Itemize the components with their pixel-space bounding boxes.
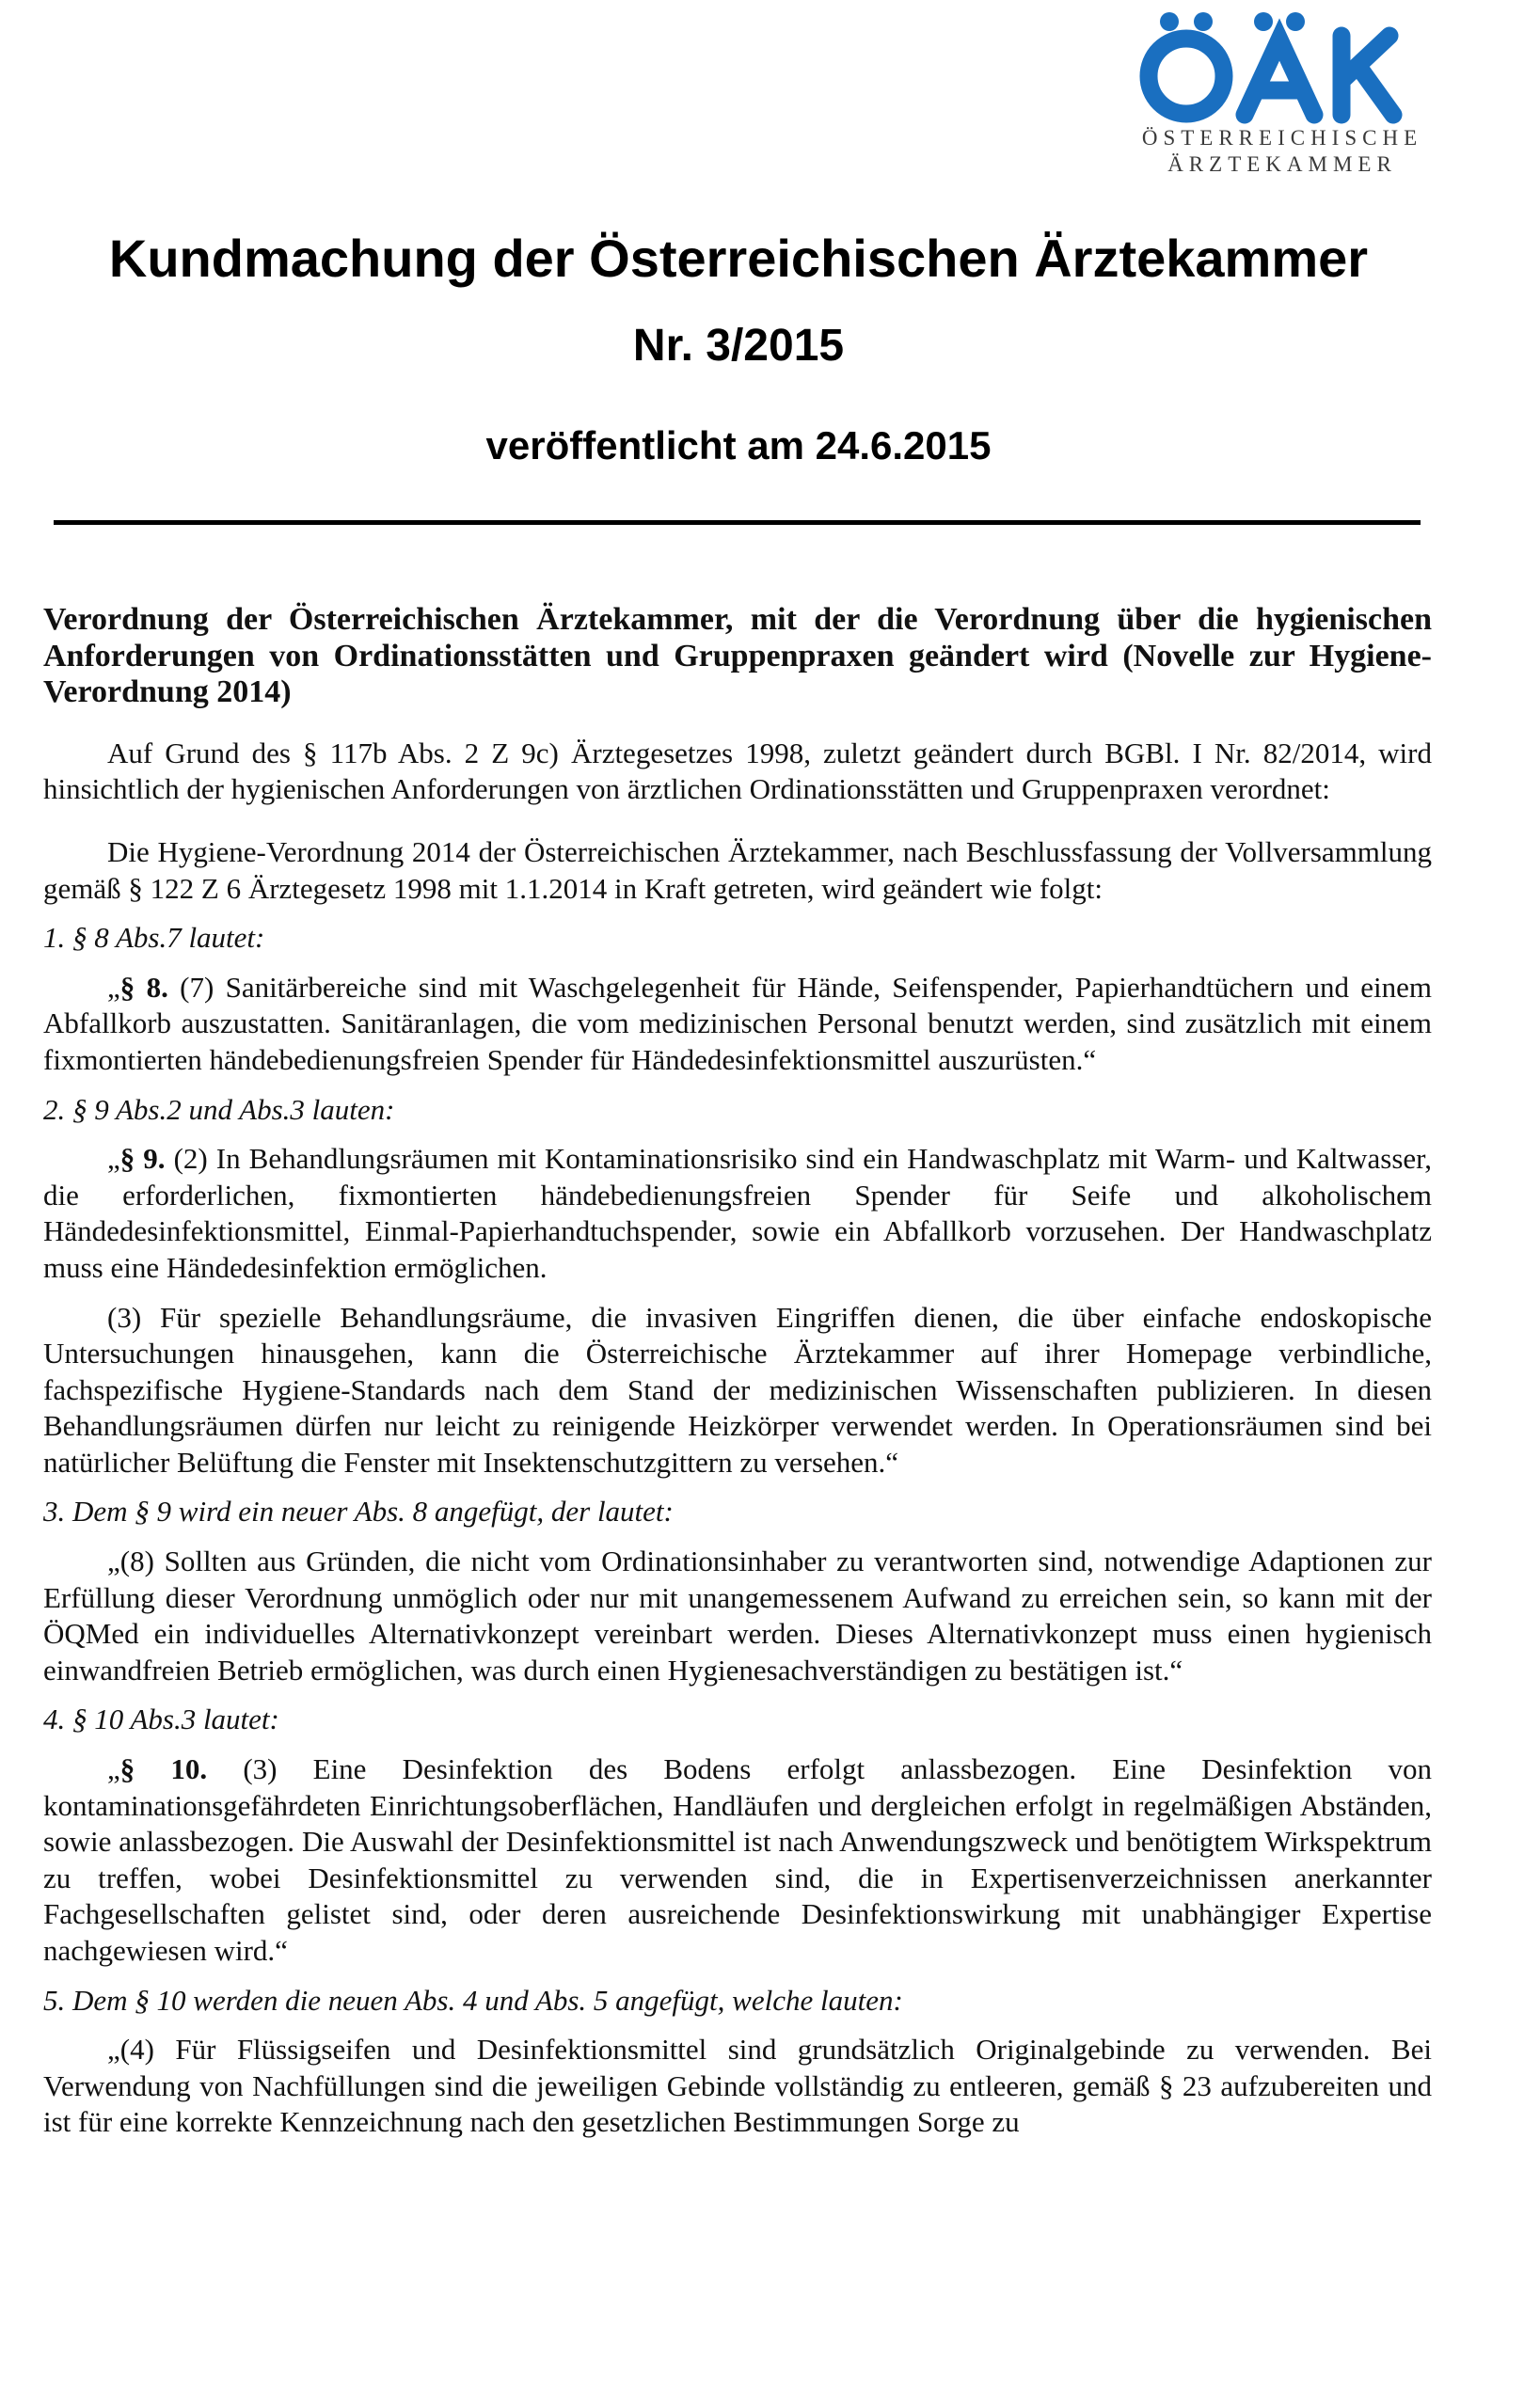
amendment-text — [43, 970, 1432, 1079]
logo-letter-o — [1149, 39, 1224, 114]
open-quote: „ — [107, 970, 120, 1004]
logo-line-2: ÄRZTEKAMMER — [1167, 152, 1397, 176]
logo-umlaut-dot — [1286, 12, 1305, 31]
announcement-number: Nr. 3/2015 — [632, 321, 845, 371]
logo-letter-k — [1342, 36, 1393, 115]
publication-date: veröffentlicht am 24.6.2015 — [485, 423, 992, 467]
intro-paragraph: Auf Grund des § 117b Abs. 2 Z 9c) Ärztegesetzes 1998, zuletzt geändert durch BGBl. I Nr. 82/2014, wird hinsichtlich der hygienischen Anforderungen von ärztlichen Ordinationsstätten und Gruppenpraxen verordnet: — [43, 736, 1432, 806]
open-quote: „ — [107, 1142, 120, 1176]
amendment-body: (3) Eine Desinfektion des Bodens erfolgt anlassbezogen. Eine Desinfektion von kontaminationsgefährdeten Einrichtungsoberflächen, Handläufen und dergleichen erfolgt in regelmäßigen Abständen, sowie anlassbezogen. Die Auswahl der Desinfektionsmittel ist nach Anwendungszweck und benötigtem Wirkspektrum zu treffen, wobei Desinfektionsmittel zu verwenden sind, die in Expertisenverzeichnissen anerkannter Fachgesellschaften gelistet sind, oder deren ausreichende Desinfektionswirkung mit unabhängiger Expertise nachgewiesen wird.“ — [43, 1752, 1432, 1967]
section-mark: § 8. — [119, 970, 168, 1004]
amendment-text: „(8) Sollten aus Gründen, die nicht vom Ordinationsinhaber zu verantworten sind, notwendige Adaptionen zur Erfüllung dieser Verordnung unmöglich oder nur mit unangemessenem Aufwand zu erreichen sein, so kann mit der ÖQMed ein individuelles Alternativkonzept vereinbart werden. Dieses Alternativkonzept muss einen hygienisch einwandfreien Betrieb ermöglichen, was durch einen Hygienesachverständigen zu bestätigen ist.“ — [43, 1545, 1432, 1687]
regulation-heading: Verordnung der Österreichischen Ärztekammer, mit der die Verordnung über die hygienischen Anforderungen von Ordinationsstätten und Gruppenpraxen geändert wird (Novelle zur Hygiene-Verordnung 2014) — [43, 602, 1432, 710]
amendment-text: „(4) Für Flüssigseifen und Desinfektionsmittel sind grundsätzlich Originalgebinde zu verwenden. Bei Verwendung von Nachfüllungen sind die jeweiligen Gebinde vollständig zu entleeren, gemäß § 23 aufzubereiten und ist für eine korrekte Kennzeichnung nach den gesetzlichen Bestimmungen Sorge zu — [43, 2033, 1432, 2139]
logo-letter-a — [1245, 40, 1314, 115]
logo-line-1: ÖSTERREICHISCHE — [1141, 126, 1423, 150]
amendment-caption: 2. § 9 Abs.2 und Abs.3 lauten: — [43, 1092, 395, 1126]
section-mark: § 10. — [119, 1752, 208, 1786]
intro-paragraph: Die Hygiene-Verordnung 2014 der Österreichischen Ärztekammer, nach Beschlussfassung der Vollversammlung gemäß § 122 Z 6 Ärztegesetz 1998 mit 1.1.2014 in Kraft getreten, wird geändert wie folgt: — [43, 834, 1432, 905]
logo-umlaut-dot — [1194, 12, 1213, 31]
amendment-body: (2) In Behandlungsräumen mit Kontaminationsrisiko sind ein Handwaschplatz mit Warm- und Kaltwasser, die erforderlichen, fixmontierten händebedienungsfreien Spender für Seife und alkoholischem Händedesinfektionsmittel, Einmal-Papierhandtuchspender, sowie ein Abfallkorb vorzusehen. Der Handwaschplatz muss eine Händedesinfektion ermöglichen. — [43, 1142, 1432, 1284]
header-divider — [54, 520, 1421, 525]
amendment-caption: 5. Dem § 10 werden die neuen Abs. 4 und Abs. 5 angefügt, welche lauten: — [43, 1983, 903, 2017]
amendment-body: (7) Sanitärbereiche sind mit Waschgelegenheit für Hände, Seifenspender, Papierhandtüchern und einem Abfallkorb auszustatten. Sanitäranlagen, die vom medizinischen Personal benutzt werden, sind zusätzlich mit einem fixmontierten händebedienungsfreien Spender für Händedesinfektionsmittel auszurüsten.“ — [43, 970, 1433, 1076]
logo-umlaut-dot — [1160, 12, 1179, 31]
logo-umlaut-dot — [1254, 12, 1273, 31]
amendment-text: (3) Für spezielle Behandlungsräume, die invasiven Eingriffen dienen, die über einfache endoskopische Untersuchungen hinausgehen, kann die Österreichische Ärztekammer auf ihrer Homepage verbindliche, fachspezifische Hygiene-Standards nach dem Stand der medizinischen Wissenschaften publizieren. In diesen Behandlungsräumen dürfen nur leicht zu reinigende Heizkörper verwendet werden. In Operationsräumen sind bei natürlicher Belüftung die Fenster mit Insektenschutzgittern zu versehen.“ — [43, 1300, 1432, 1479]
amendment-caption: 4. § 10 Abs.3 lautet: — [43, 1703, 279, 1736]
open-quote: „ — [107, 1752, 120, 1786]
section-mark: § 9. — [119, 1142, 166, 1176]
amendment-caption: 1. § 8 Abs.7 lautet: — [43, 921, 265, 955]
amendment-text — [43, 1141, 1432, 1286]
amendment-caption: 3. Dem § 9 wird ein neuer Abs. 8 angefügt, der lautet: — [43, 1495, 674, 1529]
amendment-text — [43, 1751, 1432, 1970]
page-title: Kundmachung der Österreichischen Ärztekammer — [108, 229, 1369, 288]
document-body — [43, 602, 1432, 2154]
